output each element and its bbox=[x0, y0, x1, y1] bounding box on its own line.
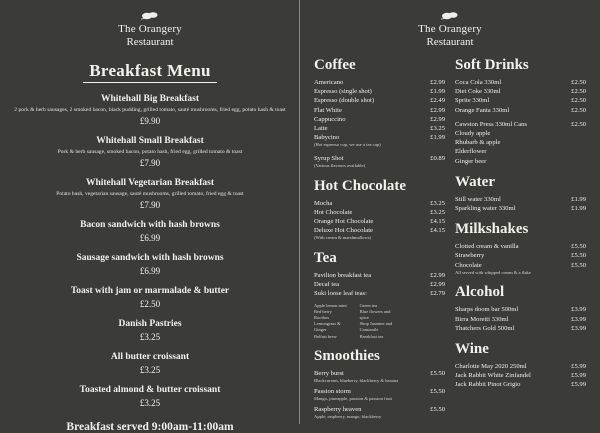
item-name: Sausage sandwich with hash browns bbox=[76, 253, 224, 263]
drinks-column-left bbox=[314, 55, 445, 423]
item-price: £3.25 bbox=[139, 365, 161, 375]
item-description: Pork & herb sausage, smoked bacon, potato hash, fried egg, grilled tomato & toast bbox=[57, 149, 243, 155]
brand-subtitle: Restaurant bbox=[426, 36, 474, 48]
item-price: £6.99 bbox=[139, 266, 161, 276]
menu-row: Clotted cream & vanilla £5.50 bbox=[455, 243, 586, 251]
menu-row: Decaf tea £2.99 bbox=[314, 281, 445, 289]
menu-row: Berry burst £5.50 Blackcurrant, blueberry, blackberry & banana bbox=[314, 369, 445, 383]
menu-row: Jack Rabbit White Zinfandel £5.99 bbox=[455, 372, 586, 380]
menu-row: Suki loose leaf teas: £2.79 bbox=[314, 290, 445, 298]
item-price: £3.25 bbox=[139, 398, 161, 408]
brand-header-left bbox=[14, 10, 286, 49]
menu-row: Still water 330ml £1.99 bbox=[455, 195, 586, 203]
item-description: 2 pork & herb sausages, 2 smoked bacon, black pudding, grilled tomato, sauté mushrooms, fried egg, potato hash & toast bbox=[14, 107, 286, 113]
menu-row: Espresso (single shot) £1.99 bbox=[314, 88, 445, 96]
section-title-hot-chocolate: Hot Chocolate bbox=[314, 177, 407, 194]
menu-row: Diet Coke 330ml £2.50 bbox=[455, 88, 586, 96]
section-title-tea: Tea bbox=[314, 249, 337, 266]
item-name: All butter croissant bbox=[110, 352, 190, 362]
tea-variety-column: Green tea Blue flowers and spice Shop Jasmine and Camomile Breakfast tea bbox=[359, 302, 393, 339]
menu-row: Latte £3.25 bbox=[314, 125, 445, 133]
brand-subtitle: Restaurant bbox=[126, 36, 174, 48]
menu-row: Cawston Press 330ml Cans £2.50 bbox=[455, 120, 586, 128]
menu-row: Chocolate £5.50 bbox=[455, 261, 586, 269]
menu-row: Hot Chocolate £3.25 bbox=[314, 208, 445, 216]
leaf-logo-icon bbox=[14, 10, 286, 22]
menu-row: Elderflower bbox=[455, 148, 487, 156]
breakfast-title-wrap bbox=[14, 55, 286, 93]
item-name: Whitehall Small Breakfast bbox=[96, 136, 204, 146]
drinks-column-right bbox=[455, 55, 586, 423]
menu-row: Flat White £2.99 bbox=[314, 106, 445, 114]
brand-header-right bbox=[314, 10, 586, 49]
menu-row: Cappuccino £2.99 bbox=[314, 115, 445, 123]
item-name: Whitehall Big Breakfast bbox=[101, 94, 199, 104]
section-title-soft-drinks: Soft Drinks bbox=[455, 57, 529, 73]
brand-name: The Orangery bbox=[118, 23, 182, 35]
menu-row: Coca Cola 330ml £2.50 bbox=[455, 79, 586, 86]
item-price: £2.50 bbox=[139, 299, 161, 309]
tea-variety-column: Apple lemon mint Red berry Rooibos Lemongrass & Ginger Belfast brew bbox=[314, 302, 347, 339]
list-item bbox=[14, 93, 286, 127]
item-price: £3.25 bbox=[139, 332, 161, 342]
menu-row: Espresso (double shot) £2.49 bbox=[314, 97, 445, 105]
syrup-note: (Various flavours available) bbox=[314, 163, 366, 169]
hot-chocolate-note: (With cream & marshmallows) bbox=[314, 235, 372, 241]
menu-row: Charlotte May 2020 250ml £5.99 bbox=[455, 362, 586, 370]
item-description: Potato hash, vegetarian sausage, sauté mushrooms, grilled tomato, fried egg & toast bbox=[56, 191, 244, 197]
list-item bbox=[14, 252, 286, 277]
section-title-alcohol: Alcohol bbox=[455, 284, 505, 301]
list-item bbox=[14, 177, 286, 211]
menu-row: Cloudy apple bbox=[455, 130, 491, 138]
drinks-columns bbox=[314, 55, 586, 423]
milkshake-note: All served with whipped cream & a flake bbox=[455, 269, 531, 275]
menu-row: Strawberry £5.50 bbox=[455, 252, 586, 260]
item-price: £6.99 bbox=[139, 233, 161, 243]
coffee-note: (Hot espresso cup, we use a tea cup) bbox=[314, 142, 381, 148]
section-title-coffee: Coffee bbox=[314, 57, 356, 73]
list-item bbox=[14, 384, 286, 409]
menu-row: Birra Moretti 330ml £3.99 bbox=[455, 315, 586, 323]
list-item bbox=[14, 219, 286, 244]
menu-row: Ginger beer bbox=[455, 157, 487, 165]
item-price: £7.90 bbox=[139, 158, 161, 168]
tea-variety-grid bbox=[314, 303, 445, 340]
brand-name: The Orangery bbox=[418, 23, 482, 35]
menu-row: Passion storm £5.50 Mango, pineapple, passion & passion fruit bbox=[314, 387, 445, 401]
menu-row: Sharps doom bar 500ml £3.99 bbox=[455, 306, 586, 314]
menu-row: Jack Rabbit Pinot Grigio £5.99 bbox=[455, 381, 586, 389]
item-name: Toast with jam or marmalade & butter bbox=[70, 286, 230, 296]
page-divider bbox=[299, 0, 300, 424]
menu-row: Sparkling water 330ml £1.99 bbox=[455, 205, 586, 213]
menu-row: Sprite 330ml £2.50 bbox=[455, 97, 586, 105]
serving-hours: Breakfast served 9:00am-11:00am bbox=[66, 421, 234, 433]
item-name: Bacon sandwich with hash browns bbox=[80, 220, 220, 230]
section-title-smoothies: Smoothies bbox=[314, 347, 380, 364]
menu-row: Americano £2.99 bbox=[314, 79, 445, 86]
item-name: Danish Pastries bbox=[118, 319, 182, 329]
menu-row: Pavilion breakfast tea £2.99 bbox=[314, 271, 445, 279]
page-title: Breakfast Menu bbox=[83, 61, 216, 83]
tea-variety-column bbox=[405, 303, 445, 340]
list-item bbox=[14, 318, 286, 343]
list-item bbox=[14, 351, 286, 376]
list-item bbox=[14, 285, 286, 310]
item-price: £9.90 bbox=[139, 116, 161, 126]
menu-row: Mocha £3.25 bbox=[314, 199, 445, 207]
menu-row: Syrup Shot £0.89 bbox=[314, 154, 445, 162]
item-name: Whitehall Vegetarian Breakfast bbox=[85, 178, 215, 188]
menu-row: Raspberry heaven £5.50 Apple, raspberry, mango, blackberry bbox=[314, 406, 445, 420]
drinks-menu-panel bbox=[300, 0, 600, 424]
section-title-milkshakes: Milkshakes bbox=[455, 221, 529, 238]
leaf-logo-icon bbox=[314, 10, 586, 22]
menu-row: Rhubarb & apple bbox=[455, 139, 501, 147]
list-item bbox=[14, 135, 286, 169]
item-price: £7.90 bbox=[139, 200, 161, 210]
item-name: Toasted almond & butter croissant bbox=[79, 385, 221, 395]
menu-row: Orange Hot Chocolate £4.15 bbox=[314, 218, 445, 226]
menu-row: Thatchers Gold 500ml £3.99 bbox=[455, 324, 586, 332]
menu-row: Babycino £1.99 bbox=[314, 134, 445, 142]
menu-row: Orange Fanta 330ml £2.50 bbox=[455, 106, 586, 114]
menu-row: Deluxe Hot Chocolate £4.15 bbox=[314, 227, 445, 235]
section-title-wine: Wine bbox=[455, 340, 489, 357]
section-title-water: Water bbox=[455, 173, 495, 190]
